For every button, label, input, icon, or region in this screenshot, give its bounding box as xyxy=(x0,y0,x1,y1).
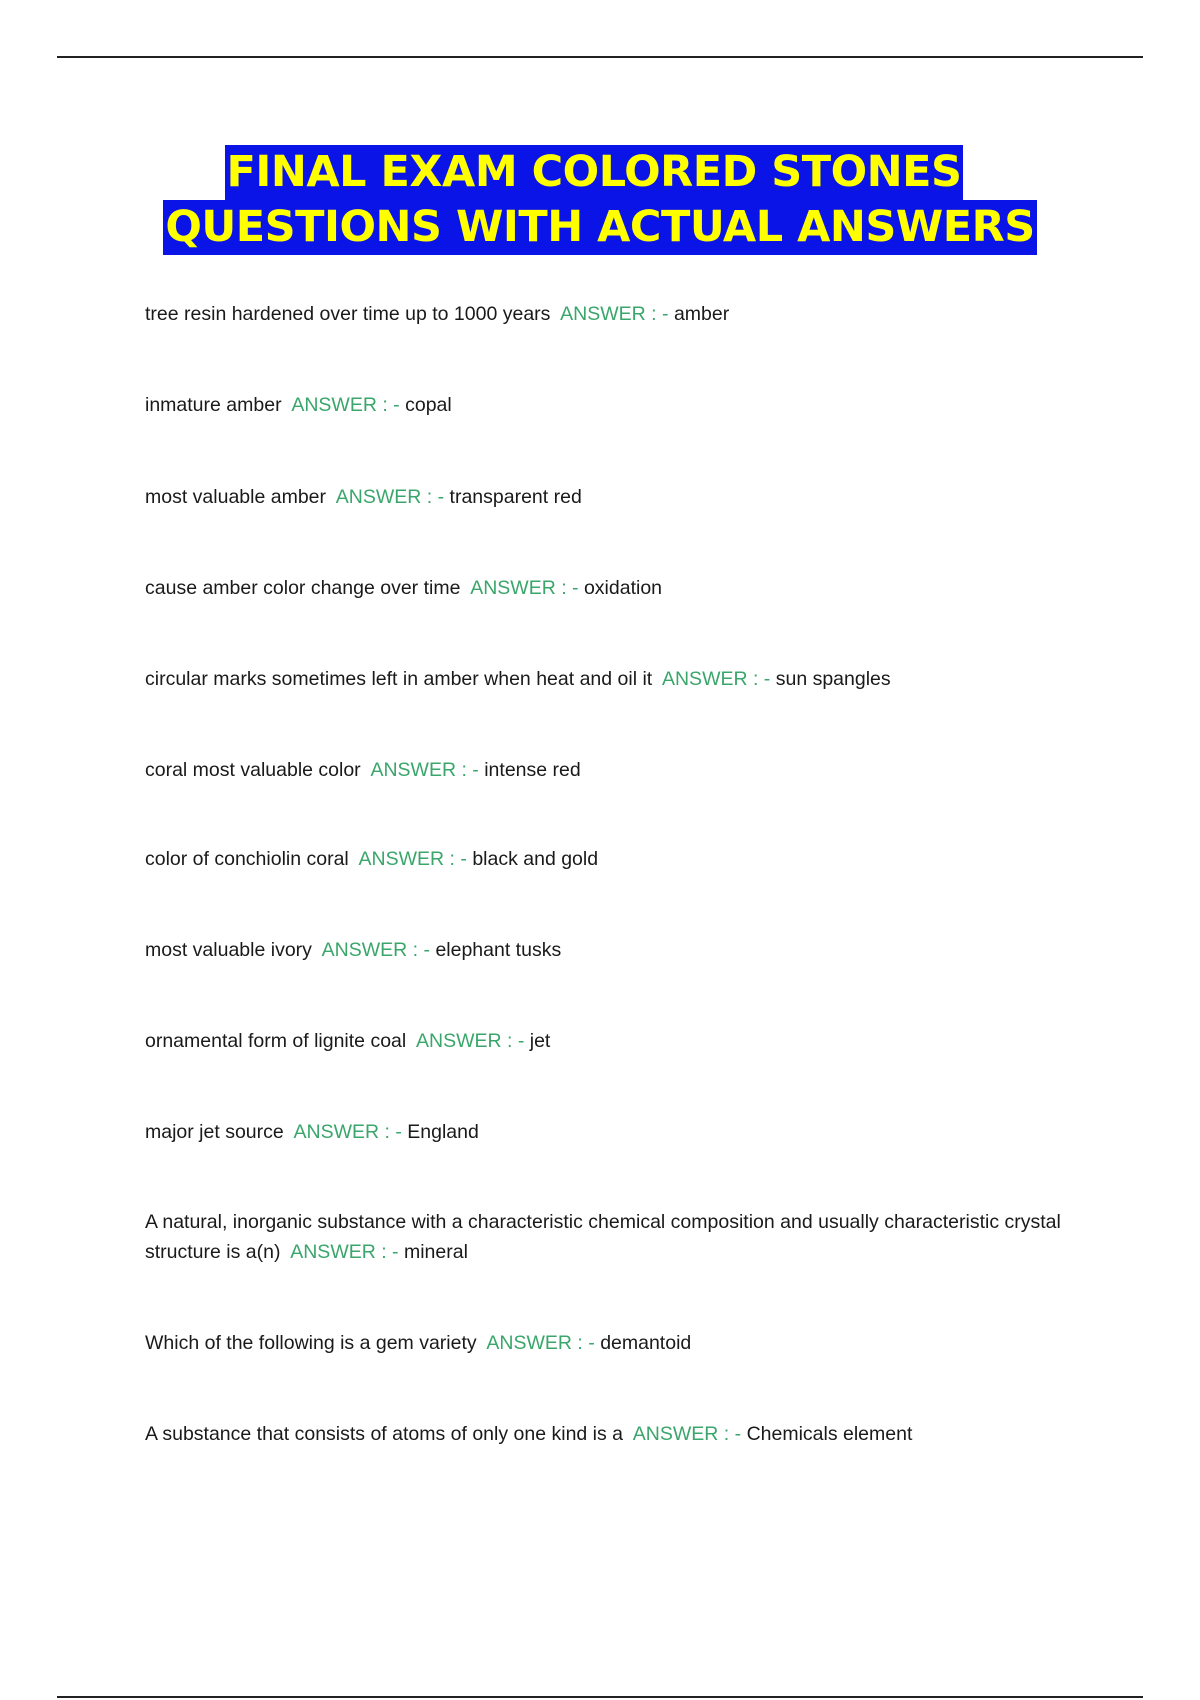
answer-marker: ANSWER : - xyxy=(293,1121,402,1143)
qa-item xyxy=(145,482,1065,512)
question-text: coral most valuable color xyxy=(145,759,361,781)
qa-item xyxy=(145,664,1065,694)
answer-text: amber xyxy=(673,303,730,325)
qa-item xyxy=(145,573,1065,603)
title-line-1: FINAL EXAM COLORED STONES xyxy=(225,145,964,200)
answer-marker: ANSWER : - xyxy=(632,1423,742,1445)
answer-marker: ANSWER : - xyxy=(321,939,431,961)
header-rule xyxy=(57,56,1143,58)
qa-item xyxy=(145,1026,1065,1056)
answer-text: oxidation xyxy=(583,577,663,599)
answer-marker: ANSWER : - xyxy=(415,1030,525,1052)
question-text: tree resin hardened over time up to 1000 years xyxy=(145,303,551,325)
question-text: inmature amber xyxy=(145,394,282,416)
answer-text: demantoid xyxy=(600,1332,692,1354)
footer-rule xyxy=(57,1696,1143,1698)
question-text: color of conchiolin coral xyxy=(145,848,349,870)
answer-marker: ANSWER : - xyxy=(560,303,669,325)
qa-item xyxy=(145,390,1065,420)
answer-text: elephant tusks xyxy=(435,939,562,961)
question-text: circular marks sometimes left in amber when heat and oil it xyxy=(145,668,653,690)
answer-marker: ANSWER : - xyxy=(291,394,400,416)
answer-text: sun spangles xyxy=(775,668,891,690)
answer-marker: ANSWER : - xyxy=(358,848,467,870)
question-text: A natural, inorganic substance with a characteristic chemical composition and usually characteristic crystal structure is a(n) xyxy=(145,1211,1061,1263)
answer-text: intense red xyxy=(484,759,581,781)
question-text: Which of the following is a gem variety xyxy=(145,1332,477,1354)
question-text: A substance that consists of atoms of only one kind is a xyxy=(145,1423,624,1445)
question-text: most valuable ivory xyxy=(145,939,312,961)
answer-text: copal xyxy=(405,394,452,416)
qa-item xyxy=(145,1117,1065,1147)
qa-item xyxy=(145,1207,1065,1267)
question-text: major jet source xyxy=(145,1121,284,1143)
question-text: cause amber color change over time xyxy=(145,577,461,599)
answer-marker: ANSWER : - xyxy=(661,668,771,690)
title-line-2: QUESTIONS WITH ACTUAL ANSWERS xyxy=(163,200,1036,255)
qa-item xyxy=(145,935,1065,965)
document-title xyxy=(0,145,1200,255)
qa-item xyxy=(145,1419,1065,1449)
qa-item xyxy=(145,299,1065,329)
answer-marker: ANSWER : - xyxy=(370,759,479,781)
qa-item xyxy=(145,1328,1065,1358)
answer-text: mineral xyxy=(403,1241,468,1263)
question-text: ornamental form of lignite coal xyxy=(145,1030,407,1052)
answer-text: transparent red xyxy=(449,486,582,508)
answer-text: Chemicals element xyxy=(746,1423,913,1445)
answer-text: jet xyxy=(529,1030,551,1052)
answer-text: England xyxy=(407,1121,479,1143)
answer-text: black and gold xyxy=(472,848,599,870)
answer-marker: ANSWER : - xyxy=(290,1241,399,1263)
answer-marker: ANSWER : - xyxy=(470,577,579,599)
answer-marker: ANSWER : - xyxy=(335,486,445,508)
answer-marker: ANSWER : - xyxy=(486,1332,595,1354)
qa-item xyxy=(145,844,1065,874)
qa-item xyxy=(145,755,1065,785)
question-text: most valuable amber xyxy=(145,486,327,508)
